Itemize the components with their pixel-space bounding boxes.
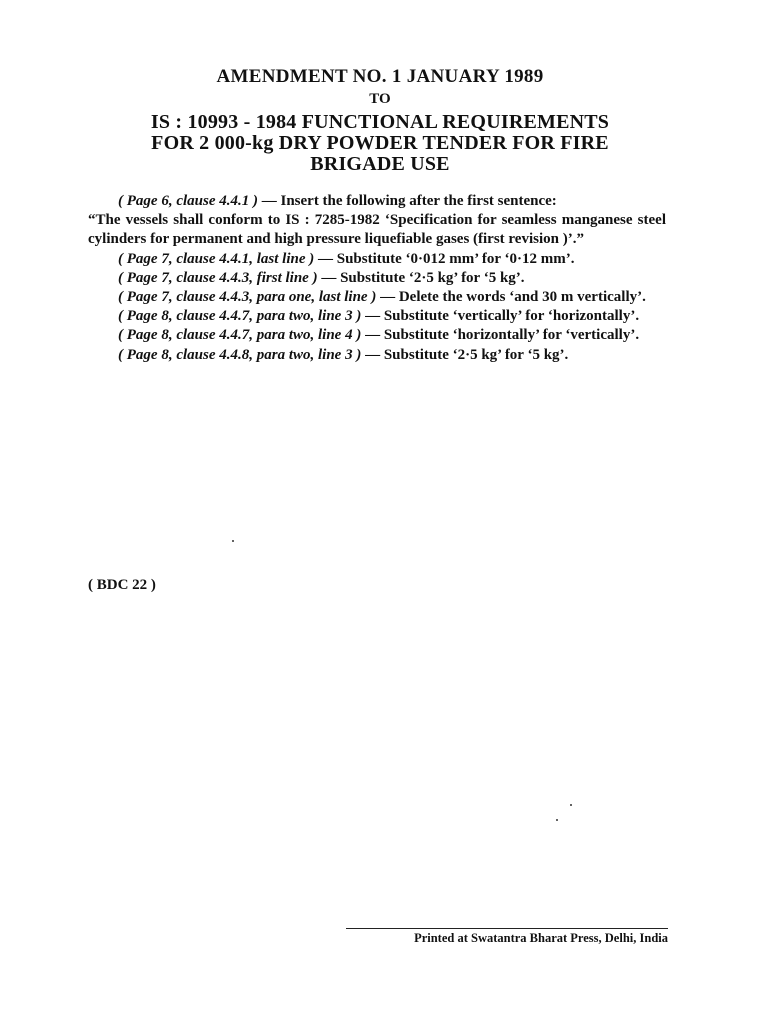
clause-reference: ( Page 6, clause 4.4.1 ): [118, 193, 258, 209]
clause-reference: ( Page 7, clause 4.4.1, last line ): [118, 250, 315, 267]
amendment-instruction: — Substitute ‘0·012 mm’ for ‘0·12 mm’.: [314, 250, 575, 267]
amendment-instruction: — Substitute ‘vertically’ for ‘horizontally’.: [361, 308, 640, 325]
title-line-1: IS : 10993 - 1984 FUNCTIONAL REQUIREMENTS: [150, 111, 610, 133]
amendment-item: [88, 288, 666, 307]
amendment-instruction: — Delete the words ‘and 30 m vertically’.: [376, 289, 646, 306]
amendment-item: [88, 192, 666, 211]
amendment-instruction: — Substitute ‘2·5 kg’ for ‘5 kg’.: [361, 346, 569, 363]
amendment-instruction: — Insert the following after the first sentence:: [257, 193, 557, 209]
to-heading: TO: [369, 91, 391, 107]
inserted-sentence: “The vessels shall conform to IS : 7285-1982 ‘Specification for seamless manganese steel cylinders for permanent and high pressure liquefiable gases (first revision )’.”: [88, 212, 666, 248]
amendment-body: [88, 192, 666, 365]
amendment-heading: AMENDMENT NO. 1 JANUARY 1989: [216, 66, 544, 87]
clause-reference: ( Page 7, clause 4.4.3, para one, last line ): [118, 289, 377, 306]
clause-reference: ( Page 8, clause 4.4.7, para two, line 4 ): [118, 327, 362, 344]
clause-reference: ( Page 8, clause 4.4.7, para two, line 3 ): [118, 308, 362, 325]
scan-speck: [570, 804, 572, 806]
amendment-instruction: — Substitute ‘horizontally’ for ‘vertically’.: [361, 327, 640, 344]
footer-rule: [346, 928, 668, 929]
amendment-instruction: — Substitute ‘2·5 kg’ for ‘5 kg’.: [317, 269, 525, 286]
standard-title: [80, 112, 680, 175]
scan-speck: [556, 819, 558, 821]
printer-imprint: Printed at Swatantra Bharat Press, Delhi, India: [414, 931, 668, 945]
amendment-item: [88, 269, 666, 288]
clause-reference: ( Page 8, clause 4.4.8, para two, line 3 ): [118, 346, 362, 363]
amendment-item: [88, 307, 666, 326]
amendment-item: [88, 250, 666, 269]
title-line-2: FOR 2 000-kg DRY POWDER TENDER FOR FIRE: [151, 132, 609, 154]
scan-speck: [232, 540, 234, 542]
committee-reference: ( BDC 22 ): [88, 577, 156, 593]
amendment-item: [88, 326, 666, 345]
title-line-3: BRIGADE USE: [310, 153, 450, 175]
amendment-item: [88, 346, 666, 365]
clause-reference: ( Page 7, clause 4.4.3, first line ): [118, 269, 318, 286]
